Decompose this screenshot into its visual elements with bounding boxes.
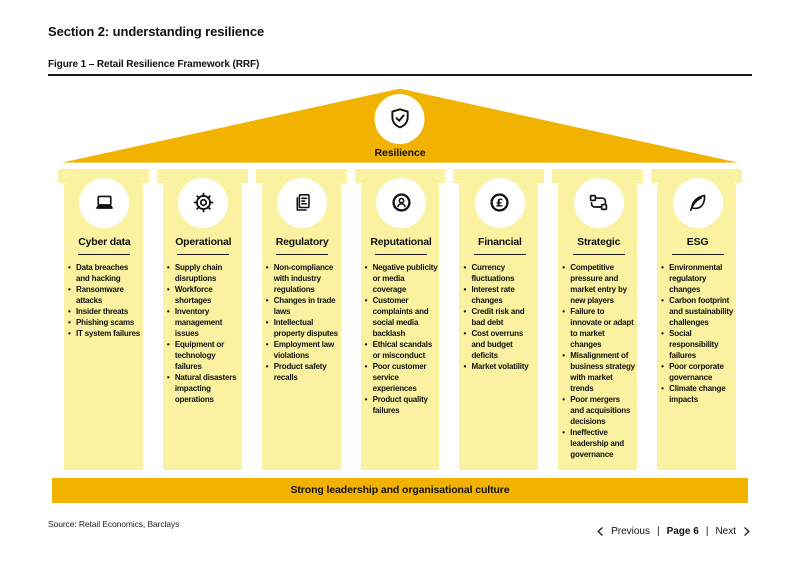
gear-icon xyxy=(191,190,216,215)
pillar-row xyxy=(58,169,742,470)
section-title: Section 2: understanding resilience xyxy=(48,24,265,39)
chevron-right-icon xyxy=(741,525,752,538)
footer xyxy=(48,519,752,538)
pillar-icon-circle xyxy=(277,178,327,228)
pagination xyxy=(595,525,752,538)
pillar-divider xyxy=(177,254,229,256)
risk-item: • Poor customer service experiences xyxy=(365,361,438,394)
risk-list xyxy=(562,262,635,460)
pillar-title: Reputational xyxy=(370,235,432,248)
pillar-financial xyxy=(453,169,544,470)
risk-list xyxy=(68,262,141,339)
route-icon xyxy=(586,190,611,215)
next-button[interactable] xyxy=(715,525,752,538)
foundation-label: Strong leadership and organisational culture xyxy=(290,484,510,497)
risk-item: • Credit risk and bad debt xyxy=(463,306,536,328)
next-label: Next xyxy=(715,525,736,537)
risk-item: • Competitive pressure and market entry by new players xyxy=(562,262,635,306)
laptop-icon xyxy=(92,190,117,215)
risk-item: • Workforce shortages xyxy=(167,284,240,306)
risk-item: • Employment law violations xyxy=(266,339,339,361)
risk-item: • Failure to innovate or adapt to market changes xyxy=(562,306,635,350)
risk-item: • Carbon footprint and sustainability challenges xyxy=(661,295,734,328)
pillar-divider xyxy=(672,254,724,256)
risk-item: • IT system failures xyxy=(68,328,141,339)
risk-list xyxy=(167,262,240,405)
resilience-icon-circle xyxy=(375,94,425,144)
pillar-icon-circle xyxy=(574,178,624,228)
risk-item: • Phishing scams xyxy=(68,317,141,328)
badge-person-icon xyxy=(389,190,414,215)
risk-item: • Insider threats xyxy=(68,306,141,317)
risk-item: • Interest rate changes xyxy=(463,284,536,306)
risk-item: • Ransomware attacks xyxy=(68,284,141,306)
risk-item: • Product quality failures xyxy=(365,394,438,416)
pillar-icon-circle xyxy=(673,178,723,228)
svg-text:£: £ xyxy=(496,196,504,210)
chevron-left-icon xyxy=(595,525,606,538)
risk-item: • Currency fluctuations xyxy=(463,262,536,284)
risk-list xyxy=(661,262,734,405)
pillar-title: Regulatory xyxy=(275,235,329,248)
risk-item: • Negative publicity or media coverage xyxy=(365,262,438,295)
resilience-label: Resilience xyxy=(374,146,426,159)
pillar-icon-circle xyxy=(475,178,525,228)
risk-item: • Supply chain disruptions xyxy=(167,262,240,284)
pillar-operational xyxy=(157,169,248,470)
pillar-title: ESG xyxy=(686,235,709,248)
pagination-separator: | xyxy=(656,525,660,537)
source-note: Source: Retail Economics, Barclays xyxy=(48,518,180,529)
pagination-separator: | xyxy=(705,525,709,537)
foundation-bar xyxy=(52,478,748,503)
pillar-icon-circle xyxy=(79,178,129,228)
page-number: Page 6 xyxy=(666,525,699,537)
risk-item: • Poor corporate governance xyxy=(661,361,734,383)
risk-list xyxy=(365,262,438,416)
pillar-divider xyxy=(474,254,526,256)
pillar-strategic xyxy=(552,169,643,470)
risk-item: • Intellectual property disputes xyxy=(266,317,339,339)
pillar-regulatory xyxy=(256,169,347,470)
pillar-title: Financial xyxy=(478,235,522,248)
risk-item: • Data breaches and hacking xyxy=(68,262,141,284)
document-icon xyxy=(290,190,315,215)
risk-item: • Social responsibility failures xyxy=(661,328,734,361)
figure-title: Figure 1 – Retail Resilience Framework (RRF) xyxy=(48,59,260,70)
shield-check-icon xyxy=(386,105,413,132)
pound-coin-icon xyxy=(487,190,512,215)
risk-item: • Cost overruns and budget deficits xyxy=(463,328,536,361)
risk-item: • Non-compliance with industry regulations xyxy=(266,262,339,295)
pillar-reputational xyxy=(355,169,446,470)
resilience-badge xyxy=(375,94,426,159)
pillar-esg xyxy=(651,169,742,470)
risk-item: • Misalignment of business strategy with market trends xyxy=(562,350,635,394)
risk-item: • Equipment or technology failures xyxy=(167,339,240,372)
pillar-icon-circle xyxy=(376,178,426,228)
previous-button[interactable] xyxy=(595,525,650,538)
pillar-divider xyxy=(276,254,328,256)
pillar-title: Cyber data xyxy=(78,235,131,248)
risk-item: • Natural disasters impacting operations xyxy=(167,372,240,405)
pillar-divider xyxy=(375,254,427,256)
risk-item: • Environmental regulatory changes xyxy=(661,262,734,295)
pillar-cyber-data xyxy=(58,169,149,470)
leaf-icon xyxy=(685,190,710,215)
risk-item: • Poor mergers and acquisitions decisions xyxy=(562,394,635,427)
risk-item: • Changes in trade laws xyxy=(266,295,339,317)
pillar-title: Strategic xyxy=(577,235,621,248)
risk-item: • Inventory management issues xyxy=(167,306,240,339)
pillar-divider xyxy=(78,254,130,256)
figure-title-rule xyxy=(48,74,752,76)
risk-item: • Climate change impacts xyxy=(661,383,734,405)
risk-item: • Ineffective leadership and governance xyxy=(562,427,635,460)
risk-item: • Product safety recalls xyxy=(266,361,339,383)
risk-item: • Customer complaints and social media backlash xyxy=(365,295,438,339)
risk-list xyxy=(266,262,339,383)
risk-list xyxy=(463,262,536,372)
pillar-icon-circle xyxy=(178,178,228,228)
risk-item: • Market volatility xyxy=(463,361,536,372)
previous-label: Previous xyxy=(611,525,650,537)
risk-item: • Ethical scandals or misconduct xyxy=(365,339,438,361)
pediment xyxy=(62,89,738,163)
pillar-title: Operational xyxy=(175,235,232,248)
pillar-divider xyxy=(573,254,625,256)
